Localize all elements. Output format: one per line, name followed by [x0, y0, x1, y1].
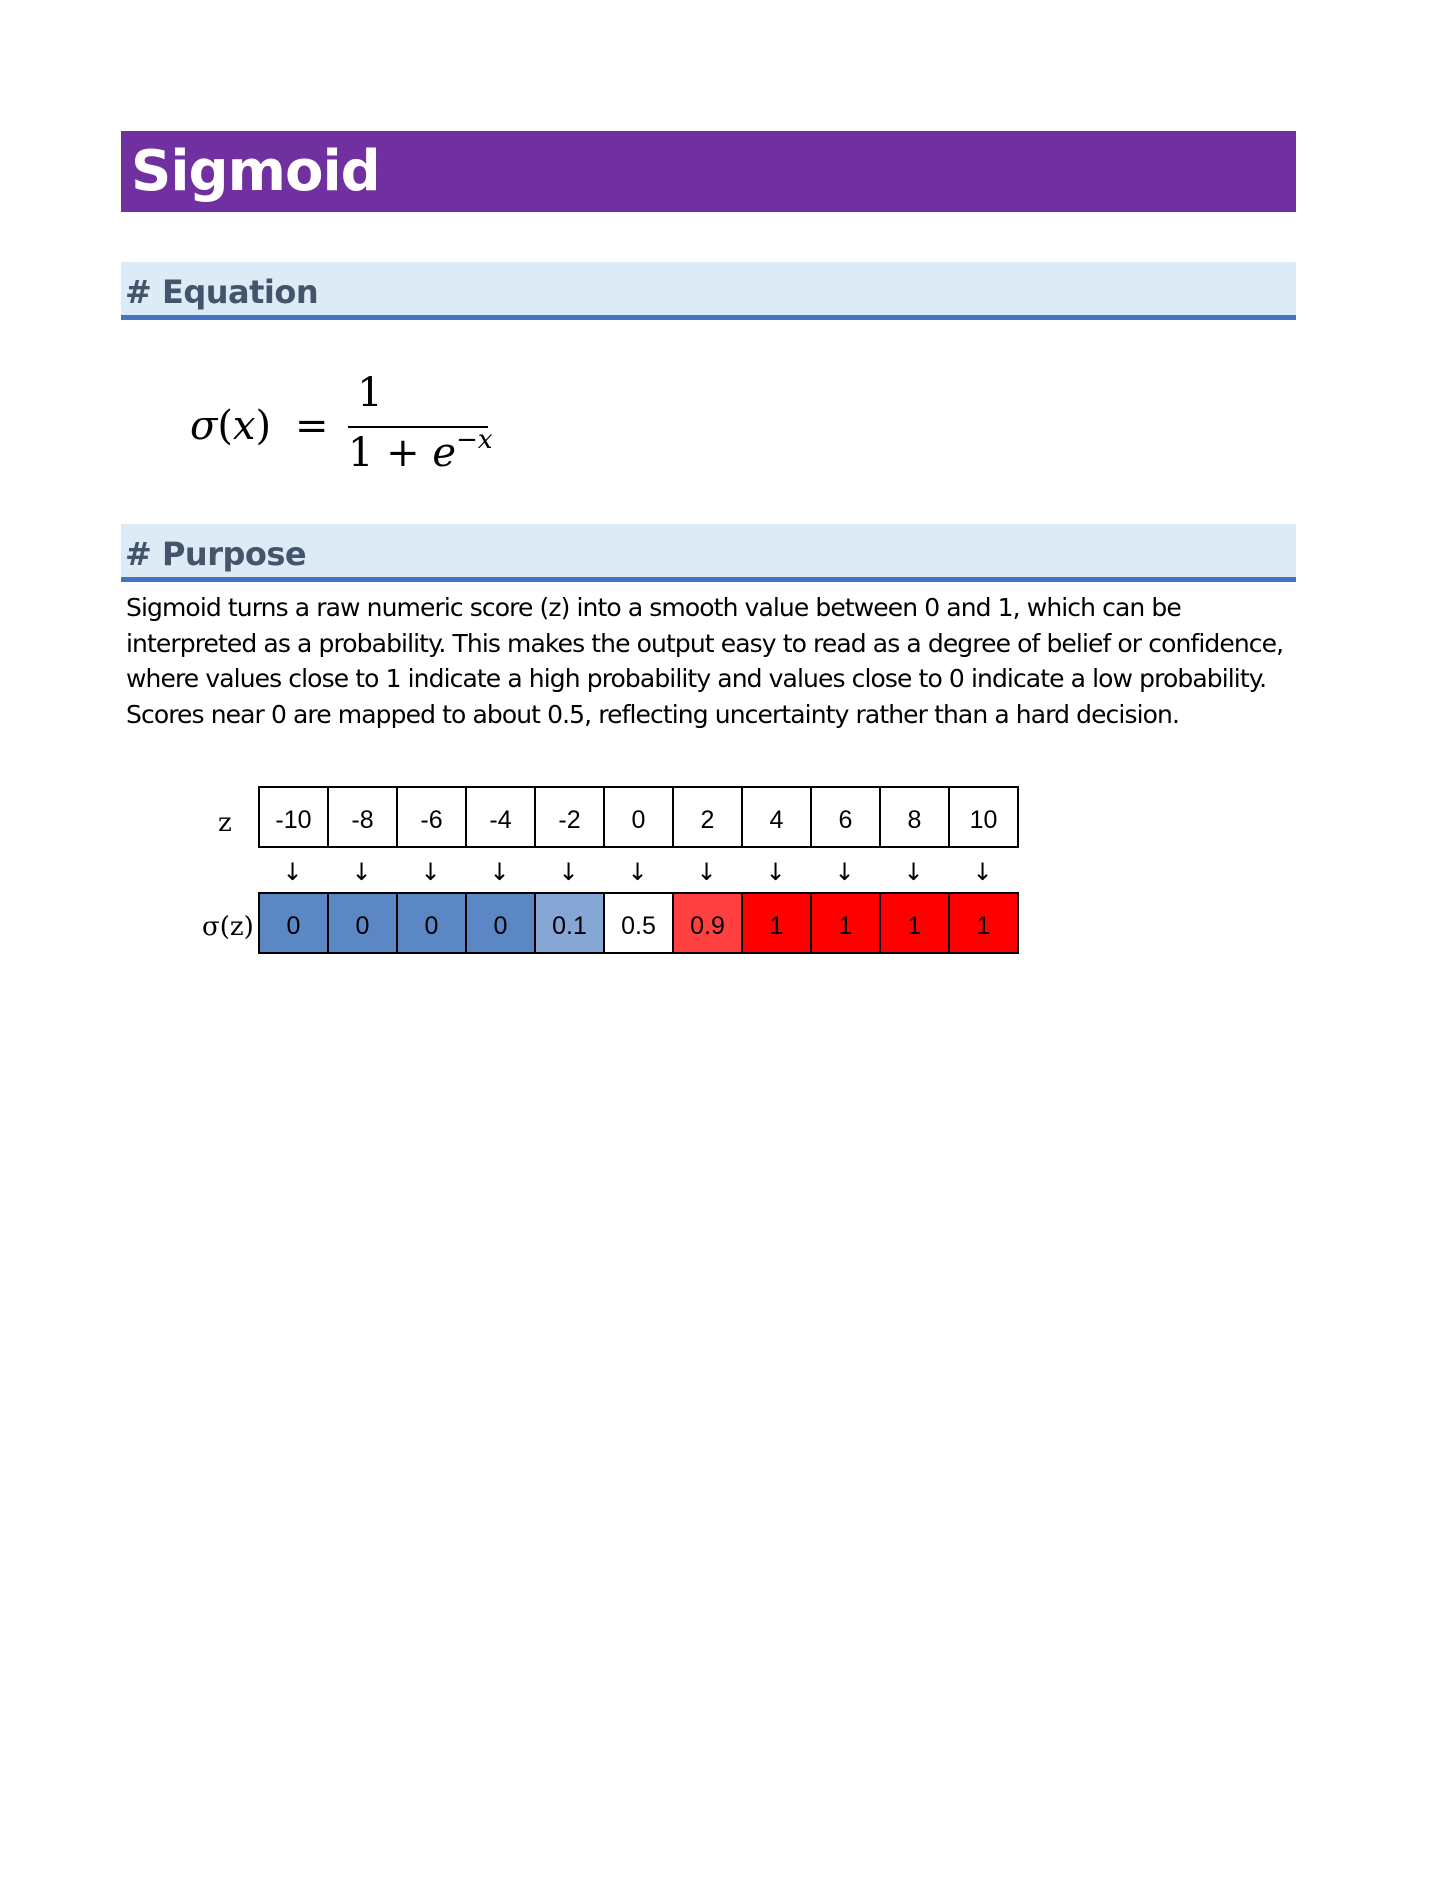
purpose-paragraph: Sigmoid turns a raw numeric score (z) into a smooth value between 0 and 1, which can be interpreted as a probability. This makes the output easy to read as a degree of belief or confidence, where values close to 1 indicate a high probability and values close to 0 indicate a low probability. Scores near 0 are mapped to about 0.5, reflecting uncertainty rather than a hard decision.: [126, 593, 1284, 729]
sigma-cell[interactable]: [398, 892, 467, 954]
equation-lhs: σ(x): [190, 403, 272, 449]
down-arrow-icon: ↓: [627, 858, 648, 886]
down-arrow-icon: ↓: [489, 858, 510, 886]
z-row-label: z: [218, 808, 232, 838]
z-cell-value: 2: [700, 805, 715, 834]
arrow-row: [258, 858, 1017, 886]
z-cell-value: -6: [420, 805, 443, 834]
sigma-cell[interactable]: [950, 892, 1019, 954]
sigma-cell-value: 0.5: [621, 911, 656, 940]
equation-denominator: [348, 425, 493, 476]
z-cell[interactable]: [605, 786, 674, 848]
sigma-cell-value: 0.1: [552, 911, 587, 940]
z-cell[interactable]: [260, 786, 329, 848]
equation-numerator: 1: [357, 370, 383, 416]
denominator-exponent: −x: [456, 425, 493, 455]
sigma-cell-value: 1: [769, 911, 784, 940]
z-cell-value: 10: [969, 805, 998, 834]
sigma-cell-value: 0: [286, 911, 301, 940]
sigma-cell-value: 1: [838, 911, 853, 940]
sigma-cell[interactable]: [467, 892, 536, 954]
z-cell-value: 8: [907, 805, 922, 834]
sigmoid-equation: [190, 370, 510, 480]
sigma-cell-value: 0: [424, 911, 439, 940]
sigma-row-label: σ(z): [202, 912, 254, 942]
sigma-cell-value: 1: [907, 911, 922, 940]
z-cell-value: -4: [489, 805, 512, 834]
sigma-cell[interactable]: [329, 892, 398, 954]
z-cell[interactable]: [812, 786, 881, 848]
equation-variable: x: [232, 403, 256, 449]
sigma-cell[interactable]: [674, 892, 743, 954]
z-cell[interactable]: [950, 786, 1019, 848]
sigma-cell[interactable]: [812, 892, 881, 954]
z-cell[interactable]: [329, 786, 398, 848]
down-arrow-icon: ↓: [282, 858, 303, 886]
z-cell[interactable]: [674, 786, 743, 848]
z-cell-value: -8: [351, 805, 374, 834]
equation-heading: # Equation: [125, 273, 319, 311]
down-arrow-icon: ↓: [972, 858, 993, 886]
z-cell-value: 0: [631, 805, 646, 834]
sigma-cell-value: 0.9: [690, 911, 725, 940]
down-arrow-icon: ↓: [765, 858, 786, 886]
purpose-section-header: [121, 524, 1296, 582]
sigma-cell[interactable]: [536, 892, 605, 954]
z-cell-value: 6: [838, 805, 853, 834]
down-arrow-icon: ↓: [420, 858, 441, 886]
sigma-cell[interactable]: [743, 892, 812, 954]
down-arrow-icon: ↓: [834, 858, 855, 886]
equation-equals: =: [295, 403, 329, 449]
denominator-e: e: [432, 430, 457, 476]
equation-section-header: [121, 262, 1296, 320]
sigma-values-row: [258, 892, 1019, 954]
sigma-cell-value: 0: [355, 911, 370, 940]
sigma-cell-value: 1: [976, 911, 991, 940]
down-arrow-icon: ↓: [351, 858, 372, 886]
z-cell[interactable]: [536, 786, 605, 848]
down-arrow-icon: ↓: [558, 858, 579, 886]
z-cell[interactable]: [398, 786, 467, 848]
z-values-row: [258, 786, 1019, 848]
sigma-cell[interactable]: [881, 892, 950, 954]
title-bar: [121, 131, 1296, 212]
sigma-cell-value: 0: [493, 911, 508, 940]
equation-function: σ: [190, 403, 218, 449]
z-cell[interactable]: [743, 786, 812, 848]
down-arrow-icon: ↓: [903, 858, 924, 886]
denominator-base: 1 +: [348, 430, 433, 476]
z-cell-value: 4: [769, 805, 784, 834]
sigma-cell[interactable]: [260, 892, 329, 954]
z-cell[interactable]: [881, 786, 950, 848]
page-title: Sigmoid: [131, 139, 380, 204]
down-arrow-icon: ↓: [696, 858, 717, 886]
purpose-heading: # Purpose: [125, 535, 307, 573]
z-cell[interactable]: [467, 786, 536, 848]
sigma-cell[interactable]: [605, 892, 674, 954]
z-cell-value: -10: [275, 805, 312, 834]
z-cell-value: -2: [558, 805, 581, 834]
